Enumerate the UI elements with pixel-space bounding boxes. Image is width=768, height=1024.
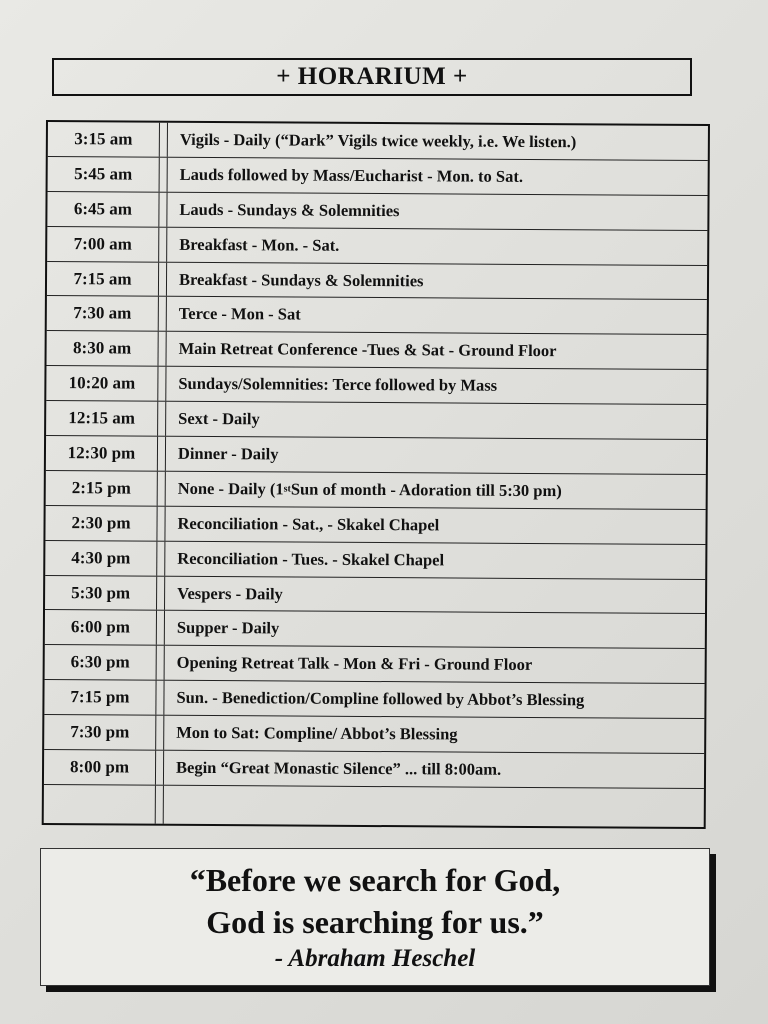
- table-row: [46, 401, 706, 440]
- quote-box: [40, 848, 710, 986]
- time-cell: 7:00 am: [47, 227, 159, 262]
- table-row: [46, 436, 706, 475]
- event-cell: Lauds - Sundays & Solemnities: [179, 199, 400, 220]
- table-row: [46, 366, 706, 405]
- column-divider: [157, 611, 165, 645]
- column-divider: [157, 541, 165, 575]
- event-cell: Sun. - Benediction/Compline followed by Abbot’s Blessing: [176, 687, 585, 710]
- table-row: [48, 122, 708, 161]
- time-cell: 12:30 pm: [46, 436, 158, 471]
- time-cell: 7:30 pm: [44, 715, 156, 750]
- time-cell: 10:20 am: [46, 366, 158, 401]
- column-divider: [156, 786, 164, 824]
- time-cell: 5:45 am: [48, 157, 160, 192]
- column-divider: [159, 262, 167, 296]
- table-row: [44, 715, 704, 754]
- table-row: [47, 296, 707, 335]
- time-cell: 12:15 am: [46, 401, 158, 436]
- table-row: [45, 576, 705, 615]
- table-row: [44, 785, 704, 827]
- column-divider: [157, 506, 165, 540]
- column-divider: [156, 751, 164, 785]
- table-row: [45, 506, 705, 545]
- time-cell: 3:15 am: [48, 122, 160, 157]
- event-cell: Reconciliation - Sat., - Skakel Chapel: [177, 513, 440, 535]
- event-cell: Sext - Daily: [178, 408, 260, 429]
- column-divider: [157, 646, 165, 680]
- event-cell: Breakfast - Sundays & Solemnities: [178, 269, 424, 290]
- table-row: [44, 750, 704, 789]
- column-divider: [160, 123, 168, 157]
- time-cell: 7:15 pm: [44, 680, 156, 715]
- time-cell: 8:30 am: [47, 331, 159, 366]
- event-cell: Mon to Sat: Compline/ Abbot’s Blessing: [176, 722, 458, 744]
- event-text-part: None - Daily (1: [177, 478, 284, 499]
- table-row: [46, 331, 706, 370]
- column-divider: [156, 681, 164, 715]
- column-divider: [158, 402, 166, 436]
- time-cell: 7:30 am: [47, 296, 159, 331]
- event-cell: [164, 786, 704, 827]
- table-row: [47, 192, 707, 231]
- time-cell: 2:30 pm: [45, 506, 157, 541]
- event-cell: [166, 472, 706, 509]
- schedule-table: [42, 120, 710, 829]
- time-cell: 7:15 am: [47, 262, 159, 297]
- event-cell: Reconciliation - Tues. - Skakel Chapel: [177, 548, 445, 570]
- table-row: [47, 262, 707, 301]
- table-row: [47, 227, 707, 266]
- time-cell: [44, 785, 156, 824]
- column-divider: [158, 367, 166, 401]
- event-cell: Sundays/Solemnities: Terce followed by Mass: [178, 373, 498, 395]
- time-cell: 2:15 pm: [46, 471, 158, 506]
- event-cell: Main Retreat Conference -Tues & Sat - Ground Floor: [178, 339, 557, 361]
- time-cell: 6:00 pm: [45, 610, 157, 645]
- event-cell: Lauds followed by Mass/Eucharist - Mon. to Sat.: [179, 164, 524, 186]
- event-cell: Opening Retreat Talk - Mon & Fri - Ground Floor: [176, 653, 533, 675]
- column-divider: [157, 576, 165, 610]
- event-text-part: Sun of month - Adoration till 5:30 pm): [290, 479, 562, 501]
- event-cell: Dinner - Daily: [177, 443, 279, 464]
- column-divider: [158, 437, 166, 471]
- table-row: [45, 610, 705, 649]
- time-cell: 5:30 pm: [45, 576, 157, 611]
- quote-line: “Before we search for God,: [189, 862, 561, 898]
- time-cell: 6:45 am: [47, 192, 159, 227]
- column-divider: [159, 227, 167, 261]
- table-row: [48, 157, 708, 196]
- event-cell: Vespers - Daily: [177, 583, 283, 603]
- column-divider: [156, 716, 164, 750]
- column-divider: [160, 158, 168, 192]
- event-cell: Begin “Great Monastic Silence” ... till 8:00am.: [175, 757, 502, 779]
- time-cell: 4:30 pm: [45, 541, 157, 576]
- event-cell: Breakfast - Mon. - Sat.: [179, 234, 340, 255]
- event-cell: Terce - Mon - Sat: [178, 304, 301, 324]
- page-title: + HORARIUM +: [52, 58, 692, 96]
- table-row: [45, 541, 705, 580]
- time-cell: 6:30 pm: [45, 645, 157, 680]
- table-row: [45, 645, 705, 684]
- event-cell: Supper - Daily: [176, 618, 280, 638]
- quote-line: God is searching for us.”: [206, 904, 544, 940]
- column-divider: [158, 332, 166, 366]
- table-row: [46, 471, 706, 510]
- column-divider: [158, 472, 166, 506]
- event-cell: Vigils - Daily (“Dark” Vigils twice weekly, i.e. We listen.): [179, 129, 577, 152]
- time-cell: 8:00 pm: [44, 750, 156, 785]
- table-row: [44, 680, 704, 719]
- column-divider: [159, 297, 167, 331]
- quote-attribution: - Abraham Heschel: [274, 945, 476, 972]
- column-divider: [159, 192, 167, 226]
